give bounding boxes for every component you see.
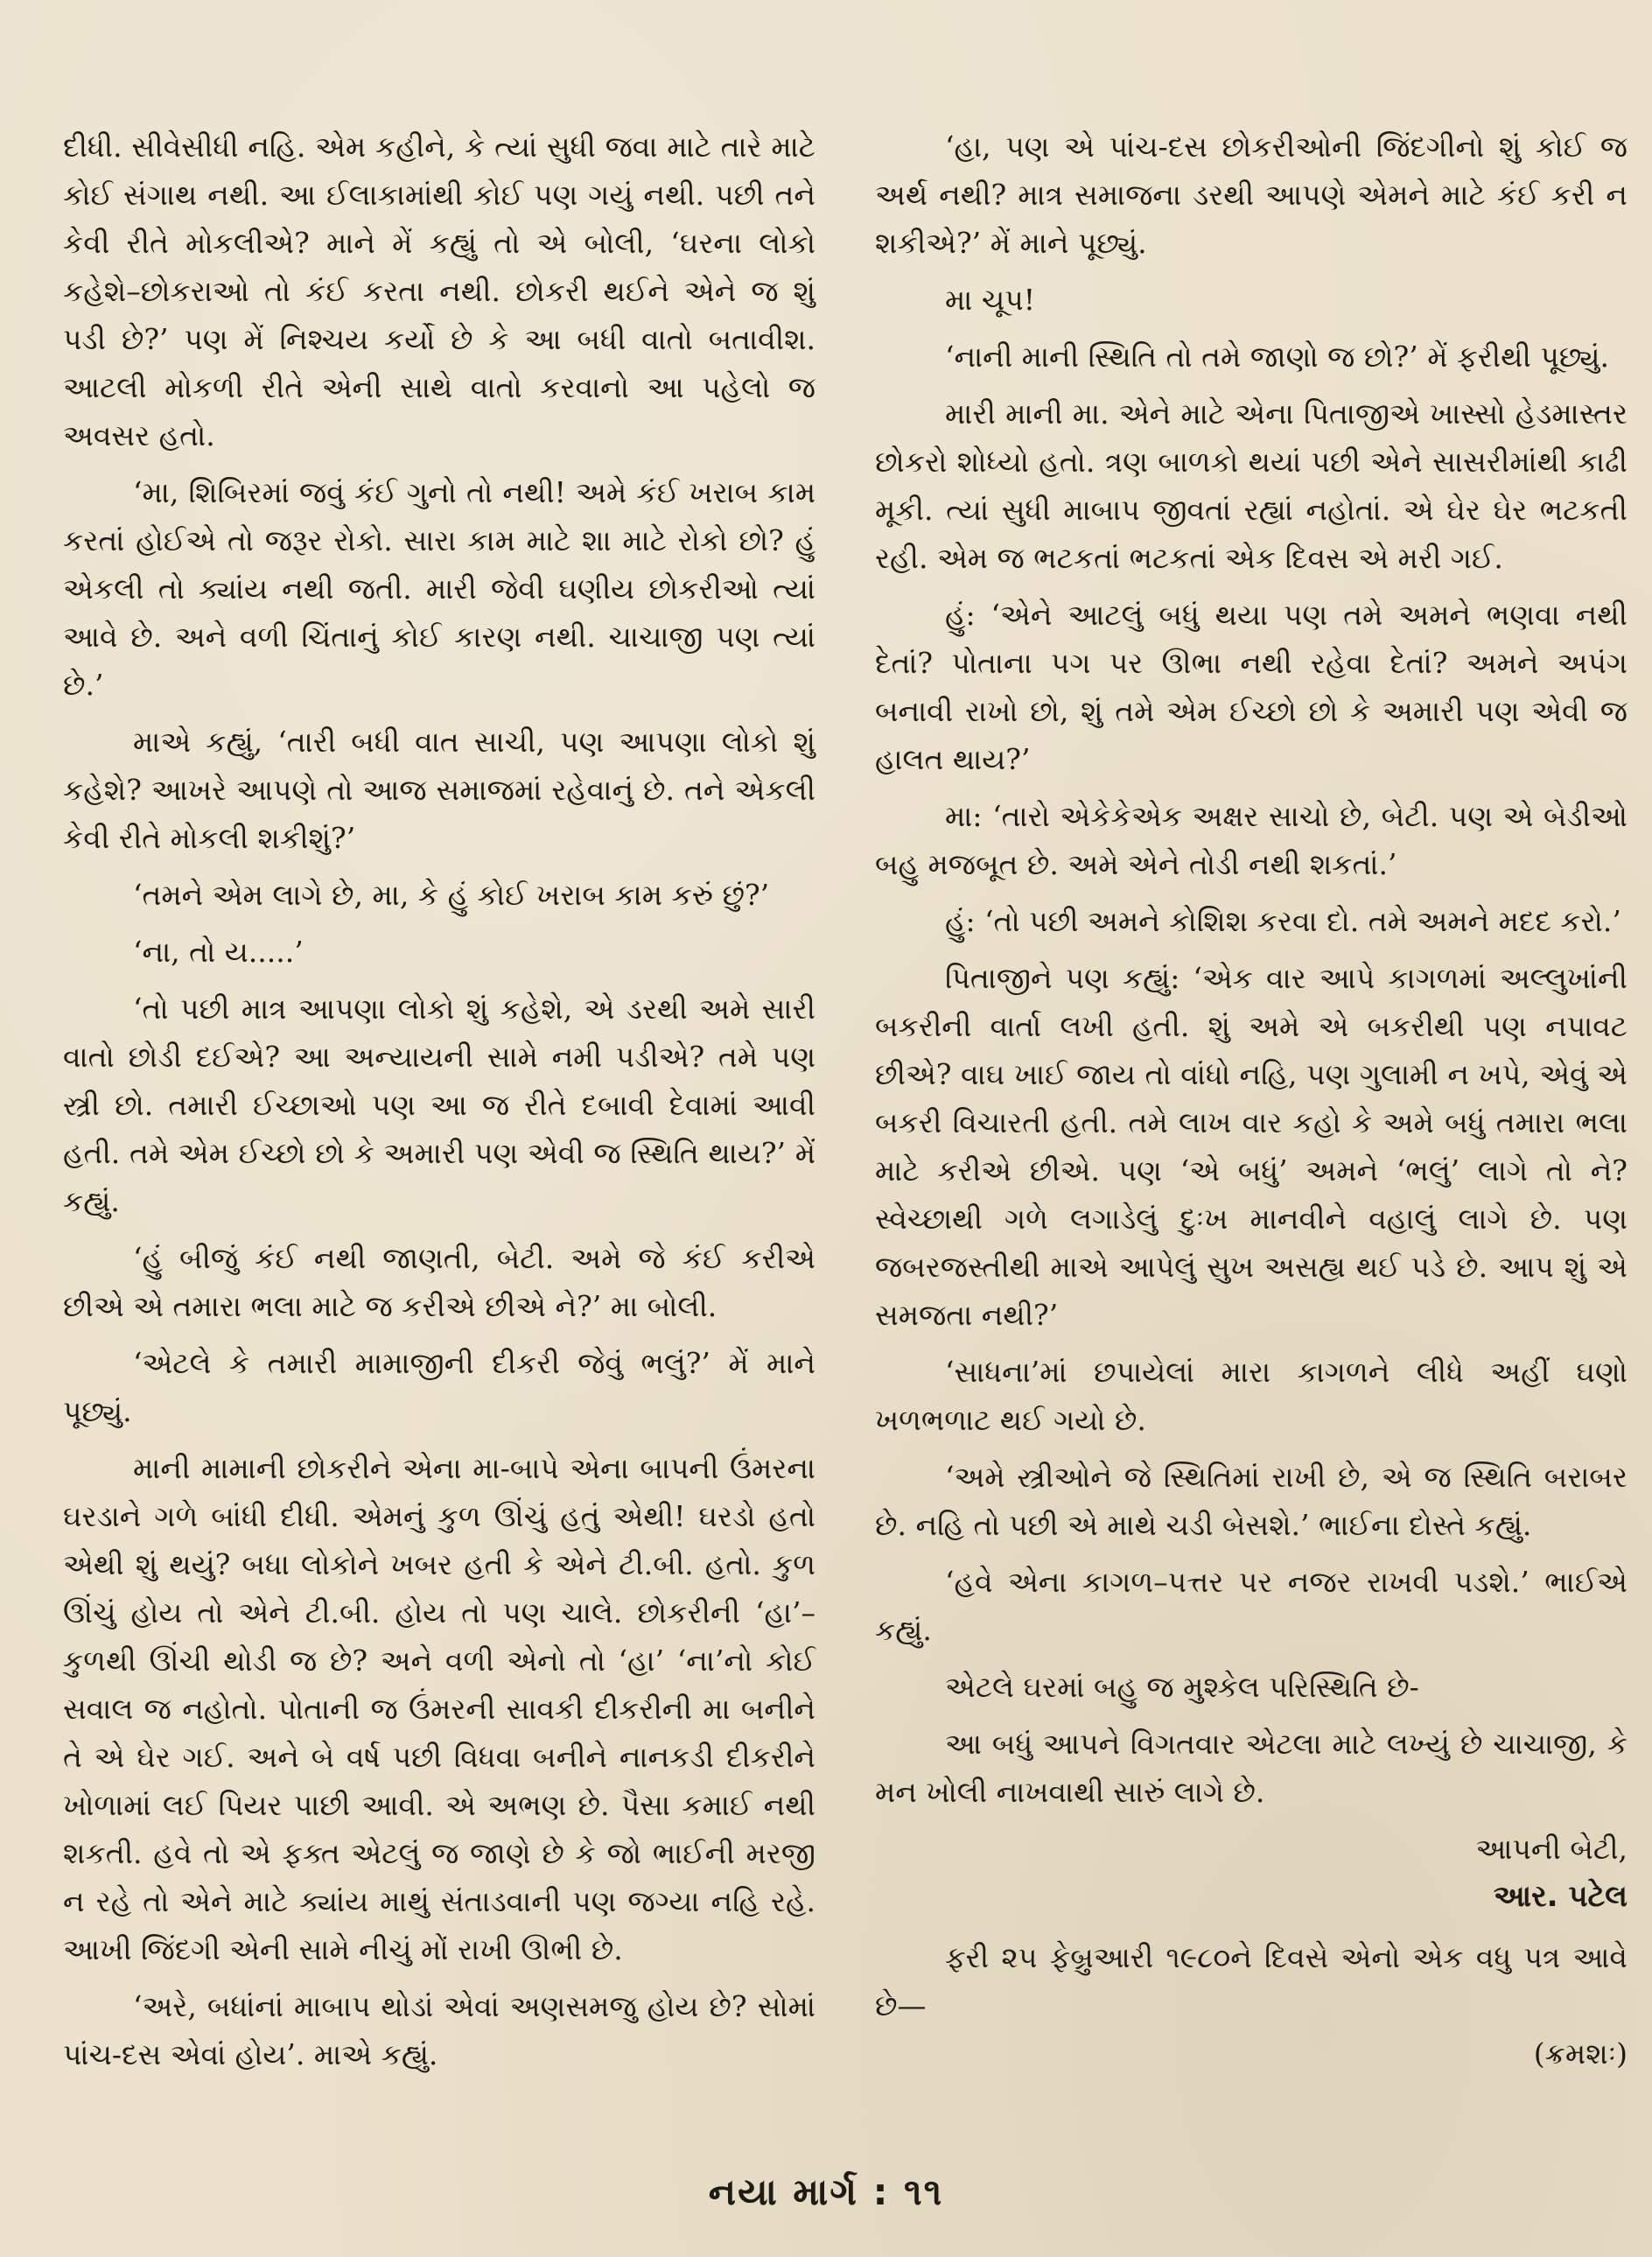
paragraph: ફરી ૨૫ ફેબ્રુઆરી ૧૯૮૦ને દિવસે એનો એક વધુ પત્ર આવે છે— (875, 1940, 1628, 2022)
paragraph: ‘સાધના’માં છપાયેલાં મારા કાગળને લીધે અહીં ઘણો ખળભળાટ થઈ ગયો છે. (875, 1355, 1628, 1437)
paragraph: મા ચૂપ! (945, 283, 1035, 317)
paragraph: ‘એટલે કે તમારી મામાજીની દીકરી જેવું ભલું?’ મેં માને પૂછ્યું. (63, 1346, 816, 1428)
page-footer: નયા માર્ગ : ૧૧ (708, 2170, 944, 2213)
paragraph: ‘ના, તો ય.....’ (133, 935, 304, 969)
right-column (875, 123, 1628, 2086)
paragraph: હું: ‘તો પછી અમને કોશિશ કરવા દો. તમે અમને મદદ કરો.’ (945, 904, 1621, 938)
paragraph: હું: ‘એને આટલું બધું થયા પણ તમે અમને ભણવા નથી દેતાં? પોતાના પગ પર ઊભા નથી રહેવા દેતાં? અમને અપંગ બનાવી રાખો છો, શું તમે એમ ઈચ્છો છો કે અમારી પણ એવી જ હાલત થાય?’ (875, 598, 1628, 776)
paragraph: ‘તમને એમ લાગે છે, મા, કે હું કોઈ ખરાબ કામ કરું છું?’ (133, 878, 770, 912)
continued-note: (ક્રમશઃ) (1533, 2036, 1628, 2071)
paragraph: ‘મા, શિબિરમાં જવું કંઈ ગુનો તો નથી! અમે કંઈ ખરાબ કામ કરતાં હોઈએ તો જરૂર રોકો. સારા કામ માટે શા માટે રોકો છો? હું એકલી તો ક્યાંય નથી જતી. મારી જેવી ઘણીય છોકરીઓ ત્યાં આવે છે. અને વળી ચિંતાનું કોઈ કારણ નથી. ચાચાજી પણ ત્યાં છે.’ (63, 475, 816, 702)
paragraph: મા: ‘તારો એકેકેએક અક્ષર સાચો છે, બેટી. પણ એ બેડીઓ બહુ મજબૂત છે. અમે એને તોડી નથી શકતાં.’ (875, 799, 1628, 881)
paragraph: પિતાજીને પણ કહ્યું: ‘એક વાર આપે કાગળમાં અલ્લુખાંની બકરીની વાર્તા લખી હતી. શું અમે એ બકરીથી પણ નપાવટ છીએ? વાઘ ખાઈ જાય તો વાંધો નહિ, પણ ગુલામી ન ખપે, એવું એ બકરી વિચારતી હતી. તમે લાખ વાર કહો કે અમે બધું તમારા ભલા માટે કરીએ છીએ. પણ ‘એ બધું’ અમને ‘ભલું’ લાગે તો ને? સ્વેચ્છાથી ગળે લગાડેલું દુઃખ માનવીને વહાલું લાગે છે. પણ જબરજસ્તીથી માએ આપેલું સુખ અસહ્ય થઈ પડે છે. આપ શું એ સમજતા નથી?’ (875, 961, 1628, 1332)
paragraph: ‘હા, પણ એ પાંચ-દસ છોકરીઓની જિંદગીનો શું કોઈ જ અર્થ નથી? માત્ર સમાજના ડરથી આપણે એમને માટે કંઈ કરી ન શકીએ?’ મેં માને પૂછ્યું. (875, 130, 1628, 260)
letter-signoff: આપની બેટી, (1475, 1832, 1628, 1866)
paragraph: ‘હવે એના કાગળ–પત્તર પર નજર રાખવી પડશે.’ ભાઈએ કહ્યું. (875, 1565, 1628, 1647)
paragraph: દીધી. સીવેસીધી નહિ. એમ કહીને, કે ત્યાં સુધી જવા માટે તારે માટે કોઈ સંગાથ નથી. આ ઈલાકામાંથી કોઈ પણ ગયું નથી. પછી તને કેવી રીતે મોકલીએ? માને મેં કહ્યું તો એ બોલી, ‘ઘરના લોકો કહેશે–છોકરાઓ તો કંઈ કરતા નથી. છોકરી થઈને એને જ શું પડી છે?’ પણ મેં નિશ્ચય કર્યો છે કે આ બધી વાતો બતાવીશ. આટલી મોકળી રીતે એની સાથે વાતો કરવાનો આ પહેલો જ અવસર હતો. (63, 130, 816, 452)
paragraph: આ બધું આપને વિગતવાર એટલા માટે લખ્યું છે ચાચાજી, કે મન ખોલી નાખવાથી સારું લાગે છે. (875, 1727, 1628, 1809)
letter-signature: આર. પટેલ (1493, 1879, 1628, 1914)
paragraph: માએ કહ્યું, ‘તારી બધી વાત સાચી, પણ આપણા લોકો શું કહેશે? આખરે આપણે તો આજ સમાજમાં રહેવાનું છે. તને એકલી કેવી રીતે મોકલી શકીશું?’ (63, 725, 816, 855)
paragraph: ‘અરે, બધાંનાં માબાપ થોડાં એવાં અણસમજુ હોય છે? સોમાં પાંચ-દસ એવાં હોય’. માએ કહ્યું. (63, 1989, 816, 2071)
paragraph: ‘તો પછી માત્ર આપણા લોકો શું કહેશે, એ ડરથી અમે સારી વાતો છોડી દઈએ? આ અન્યાયની સામે નમી પડીએ? તમે પણ સ્ત્રી છો. તમારી ઈચ્છાઓ પણ આ જ રીતે દબાવી દેવામાં આવી હતી. તમે એમ ઈચ્છો છો કે અમારી પણ એવી જ સ્થિતિ થાય?’ મેં કહ્યું. (63, 992, 816, 1218)
paragraph: ‘નાની માની સ્થિતિ તો તમે જાણો જ છો?’ મેં ફરીથી પૂછ્યું. (945, 340, 1609, 374)
paragraph: ‘હું બીજું કંઈ નથી જાણતી, બેટી. અમે જે કંઈ કરીએ છીએ એ તમારા ભલા માટે જ કરીએ છીએ ને?’ મા બોલી. (63, 1241, 816, 1323)
paragraph: ‘અમે સ્ત્રીઓને જે સ્થિતિમાં રાખી છે, એ જ સ્થિતિ બરાબર છે. નહિ તો પછી એ માથે ચડી બેસશે.’ ભાઈના દોસ્તે કહ્યું. (875, 1460, 1628, 1542)
paragraph: મારી માની મા. એને માટે એના પિતાજીએ ખાસ્સો હેડમાસ્તર છોકરો શોધ્યો હતો. ત્રણ બાળકો થયાં પછી એને સાસરીમાંથી કાઢી મૂકી. ત્યાં સુધી માબાપ જીવતાં રહ્યાં નહોતાં. એ ઘેર ઘેર ભટકતી રહી. એમ જ ભટકતાં ભટકતાં એક દિવસ એ મરી ગઈ. (875, 396, 1628, 575)
paragraph: એટલે ઘરમાં બહુ જ મુશ્કેલ પરિસ્થિતિ છે- (945, 1670, 1419, 1704)
paragraph: માની મામાની છોકરીને એના મા-બાપે એના બાપની ઉંમરના ઘરડાને ગળે બાંધી દીધી. એમનું કુળ ઊંચું હતું એથી! ઘરડો હતો એથી શું થયું? બધા લોકોને ખબર હતી કે એને ટી.બી. હતો. કુળ ઊંચું હોય તો એને ટી.બી. હોય તો પણ ચાલે. છોકરીની ‘હા’–કુળથી ઊંચી થોડી જ છે? અને વળી એનો તો ‘હા’ ‘ના’નો કોઈ સવાલ જ નહોતો. પોતાની જ ઉંમરની સાવકી દીકરીની મા બનીને તે એ ઘેર ગઈ. અને બે વર્ષ પછી વિધવા બનીને નાનકડી દીકરીને ખોળામાં લઈ પિયર પાછી આવી. એ અભણ છે. પૈસા કમાઈ નથી શકતી. હવે તો એ ફક્ત એટલું જ જાણે છે કે જો ભાઈની મરજી ન રહે તો એને માટે ક્યાંય માથું સંતાડવાની પણ જગ્યા નહિ રહે. આખી જિંદગી એની સામે નીચું મોં રાખી ઊભી છે. (63, 1451, 816, 1966)
left-column (63, 123, 816, 2087)
